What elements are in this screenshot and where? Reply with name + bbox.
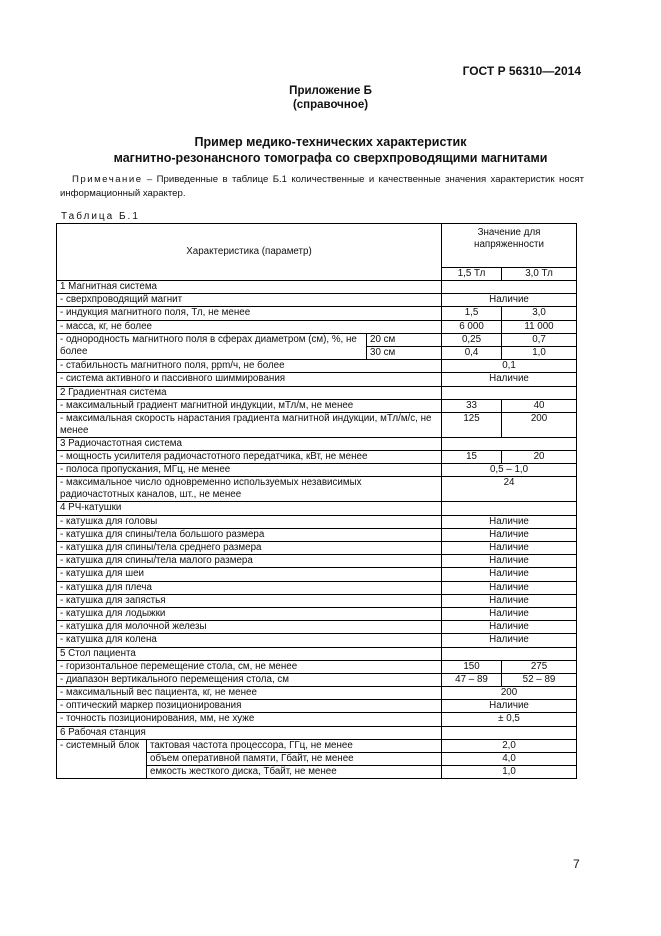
- row-value-1-5t: 0,25: [442, 333, 502, 346]
- table-caption: Таблица Б.1: [61, 211, 140, 222]
- table-row: [57, 621, 577, 634]
- row-value-1-5t: 150: [442, 660, 502, 673]
- table-row: [57, 320, 577, 333]
- section-value-blank: [442, 386, 577, 399]
- row-value: ± 0,5: [442, 713, 577, 726]
- table-section-row: [57, 437, 577, 450]
- table-row: [57, 687, 577, 700]
- row-value: 2,0: [442, 739, 577, 752]
- row-label: - точность позиционирования, мм, не хуже: [57, 713, 442, 726]
- table-row: [57, 700, 577, 713]
- row-value: Наличие: [442, 607, 577, 620]
- row-value-3-0t: 3,0: [502, 307, 577, 320]
- row-label: - масса, кг, не более: [57, 320, 442, 333]
- row-label: - стабильность магнитного поля, ppm/ч, не более: [57, 360, 442, 373]
- page-number: 7: [573, 857, 580, 871]
- row-value: Наличие: [442, 594, 577, 607]
- header-value: Значение для напряженности: [442, 224, 577, 268]
- row-label: - катушка для колена: [57, 634, 442, 647]
- row-value-1-5t: 0,4: [442, 346, 502, 359]
- row-value-3-0t: 0,7: [502, 333, 577, 346]
- note-paragraph: [60, 173, 584, 200]
- table-section-row: [57, 386, 577, 399]
- table-row: [57, 333, 577, 346]
- row-value-3-0t: 1,0: [502, 346, 577, 359]
- row-sublabel: 30 см: [367, 346, 442, 359]
- row-value-1-5t: 47 – 89: [442, 673, 502, 686]
- row-sublabel: тактовая частота процессора, ГГц, не менее: [147, 739, 442, 752]
- row-sublabel: емкость жесткого диска, Тбайт, не менее: [147, 766, 442, 779]
- row-label: - катушка для спины/тела большого размера: [57, 528, 442, 541]
- table-row: [57, 412, 577, 437]
- table-row: [57, 568, 577, 581]
- appendix-heading: [0, 84, 661, 112]
- row-value-3-0t: 20: [502, 451, 577, 464]
- section-title: 4 РЧ-катушки: [57, 502, 442, 515]
- section-title: 5 Стол пациента: [57, 647, 442, 660]
- table-section-row: [57, 502, 577, 515]
- row-value-3-0t: 200: [502, 412, 577, 437]
- table-section-row: [57, 726, 577, 739]
- row-value-3-0t: 275: [502, 660, 577, 673]
- table-row: [57, 464, 577, 477]
- row-value-3-0t: 11 000: [502, 320, 577, 333]
- table-row: [57, 555, 577, 568]
- table-section-row: [57, 281, 577, 294]
- row-label: - система активного и пассивного шиммирования: [57, 373, 442, 386]
- row-value: Наличие: [442, 581, 577, 594]
- table-section-row: [57, 647, 577, 660]
- row-label: - горизонтальное перемещение стола, см, не менее: [57, 660, 442, 673]
- section-value-blank: [442, 281, 577, 294]
- row-label: - катушка для плеча: [57, 581, 442, 594]
- table-row: [57, 739, 577, 752]
- row-value: Наличие: [442, 634, 577, 647]
- table-row: [57, 477, 577, 502]
- row-value: Наличие: [442, 542, 577, 555]
- row-label: - мощность усилителя радиочастотного передатчика, кВт, не менее: [57, 451, 442, 464]
- document-title-line2: магнитно-резонансного томографа со сверхпроводящими магнитами: [113, 151, 548, 165]
- header-parameter: Характеристика (параметр): [57, 224, 442, 281]
- row-value-1-5t: 6 000: [442, 320, 502, 333]
- row-label: - катушка для спины/тела среднего размера: [57, 542, 442, 555]
- table-row: [57, 713, 577, 726]
- note-text: – Приведенные в таблице Б.1 количественные и качественные значения характеристик носят информационный характер.: [60, 174, 584, 199]
- row-sublabel: 20 см: [367, 333, 442, 346]
- header-3-0t: 3,0 Тл: [502, 268, 577, 281]
- row-value: Наличие: [442, 515, 577, 528]
- row-value: Наличие: [442, 528, 577, 541]
- section-value-blank: [442, 437, 577, 450]
- section-title: 6 Рабочая станция: [57, 726, 442, 739]
- row-label: - катушка для спины/тела малого размера: [57, 555, 442, 568]
- row-value: Наличие: [442, 700, 577, 713]
- table-row: [57, 294, 577, 307]
- row-label: - системный блок: [57, 739, 147, 779]
- table-row: [57, 515, 577, 528]
- document-title: [0, 134, 661, 166]
- row-value-1-5t: 15: [442, 451, 502, 464]
- row-label: - катушка для молочной железы: [57, 621, 442, 634]
- table-header-row: [57, 224, 577, 268]
- section-value-blank: [442, 502, 577, 515]
- row-value: 24: [442, 477, 577, 502]
- row-value-3-0t: 52 – 89: [502, 673, 577, 686]
- table-row: [57, 634, 577, 647]
- row-label: - максимальное число одновременно используемых независимых радиочастотных каналов, шт., не менее: [57, 477, 442, 502]
- section-title: 3 Радиочастотная система: [57, 437, 442, 450]
- row-label: - сверхпроводящий магнит: [57, 294, 442, 307]
- row-value: Наличие: [442, 373, 577, 386]
- row-value: Наличие: [442, 555, 577, 568]
- appendix-subtitle: (справочное): [292, 99, 369, 111]
- row-label: - катушка для головы: [57, 515, 442, 528]
- row-value: Наличие: [442, 621, 577, 634]
- table-row: [57, 594, 577, 607]
- row-value: 0,5 – 1,0: [442, 464, 577, 477]
- table-row: [57, 307, 577, 320]
- characteristics-table: [56, 223, 577, 779]
- document-title-line1: Пример медико-технических характеристик: [194, 135, 467, 149]
- row-label: - индукция магнитного поля, Тл, не менее: [57, 307, 442, 320]
- table-row: [57, 581, 577, 594]
- row-label: - максимальный градиент магнитной индукции, мТл/м, не менее: [57, 399, 442, 412]
- row-label: - катушка для лодыжки: [57, 607, 442, 620]
- row-value-3-0t: 40: [502, 399, 577, 412]
- table-row: [57, 399, 577, 412]
- appendix-title: Приложение Б: [289, 85, 372, 97]
- table-row: [57, 660, 577, 673]
- row-label: - максимальный вес пациента, кг, не менее: [57, 687, 442, 700]
- table-row: [57, 451, 577, 464]
- table-row: [57, 360, 577, 373]
- row-label: - катушка для запястья: [57, 594, 442, 607]
- row-value: 4,0: [442, 753, 577, 766]
- section-value-blank: [442, 726, 577, 739]
- row-value: Наличие: [442, 568, 577, 581]
- table-row: [57, 607, 577, 620]
- row-label: - катушка для шеи: [57, 568, 442, 581]
- row-value: 200: [442, 687, 577, 700]
- table-row: [57, 542, 577, 555]
- row-label: - оптический маркер позиционирования: [57, 700, 442, 713]
- table-row: [57, 528, 577, 541]
- row-value-1-5t: 1,5: [442, 307, 502, 320]
- row-label: - диапазон вертикального перемещения стола, см: [57, 673, 442, 686]
- section-title: 2 Градиентная система: [57, 386, 442, 399]
- row-label: - полоса пропускания, МГц, не менее: [57, 464, 442, 477]
- row-label: - однородность магнитного поля в сферах диаметром (см), %, не более: [57, 333, 367, 359]
- standard-number: ГОСТ Р 56310—2014: [462, 64, 581, 78]
- table-row: [57, 673, 577, 686]
- row-sublabel: объем оперативной памяти, Гбайт, не менее: [147, 753, 442, 766]
- row-label: - максимальная скорость нарастания градиента магнитной индукции, мТл/м/с, не менее: [57, 412, 442, 437]
- header-1-5t: 1,5 Тл: [442, 268, 502, 281]
- row-value: 0,1: [442, 360, 577, 373]
- table-row: [57, 373, 577, 386]
- row-value-1-5t: 125: [442, 412, 502, 437]
- row-value: 1,0: [442, 766, 577, 779]
- section-value-blank: [442, 647, 577, 660]
- section-title: 1 Магнитная система: [57, 281, 442, 294]
- row-value: Наличие: [442, 294, 577, 307]
- row-value-1-5t: 33: [442, 399, 502, 412]
- note-label: Примечание: [72, 174, 143, 185]
